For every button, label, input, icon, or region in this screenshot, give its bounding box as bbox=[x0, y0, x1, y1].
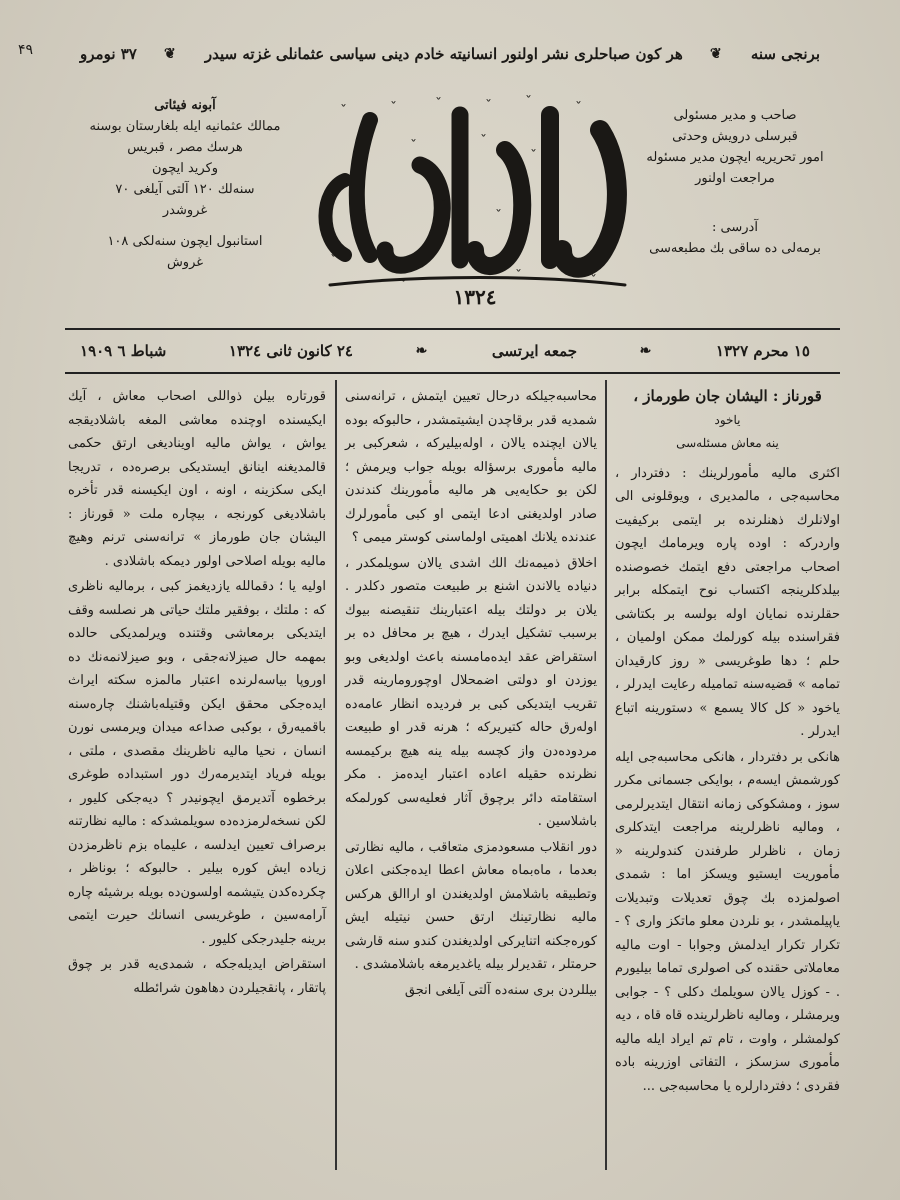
year-label: برنجی سنه bbox=[750, 45, 820, 63]
column-rule bbox=[605, 380, 607, 1170]
publisher-line: امور تحریریه ایچون مدیر مسئوله bbox=[646, 150, 824, 165]
gregorian-date: شباط ٦ ١٩٠٩ bbox=[80, 342, 167, 360]
tagline: هر کون صباحلری نشر اولنور انسانیته خادم دینی سیاسی عثمانلی غزته سیدر bbox=[204, 45, 683, 63]
svg-text:ˇ: ˇ bbox=[330, 253, 337, 269]
svg-text:ˇ: ˇ bbox=[495, 208, 502, 224]
subscription-info bbox=[65, 95, 305, 273]
ornament-icon: ❦ bbox=[709, 46, 724, 62]
publisher-info bbox=[640, 105, 830, 259]
publisher-line: صاحب و مدیر مسئولی bbox=[673, 108, 797, 123]
svg-text:ˇ: ˇ bbox=[525, 94, 532, 110]
svg-text:ˇ: ˇ bbox=[575, 100, 582, 116]
svg-text:ˇ: ˇ bbox=[515, 268, 522, 284]
page-number: ۴٩ bbox=[18, 42, 34, 58]
article-column-middle bbox=[345, 385, 597, 1004]
subscription-line: غروش bbox=[166, 255, 204, 270]
paragraph: اولیه یا ؛ دقمالله یازدیغمز کبی ، برمالیه ناظری که : ملتك ، بوفقیر ملتك حیاتی هر نصلسه وقف ایتدیکی برمعاشی وقتنده ویرلمدیکی حالده بمهمه حال صیزلانه‌جقی ، وبو صیزلانمه‌نك ده اوروپا بیاسه‌لرنده اعتبار مالمزه سکته ایراث ایده‌جکی محقق ایکن وقتیله‌باشنك چاره‌سنه باقمیه‌رق ، بوکبی صداعه میدان ویرمسی نورن انسان ، نحیا مالیه ناظرینك مقصدی ، ملتی ، بویله فریاد ایتدیرمه‌رك دور استبداده طوغری برخطوه آتدیرمق ایچونیدر ؟ دیه‌جکی کلیور ، لکن نسخه‌لرمزده‌ده سویلمشدکه : مالیه نظارتنه برصراف تعیین ایدلسه ، علیماه بزم ناظرمزدن زیاده ایش کوره بیلیر . حالبوکه ؛ بوناظر ، چکرده‌کدن یتیشمه اولسون‌ده بویله برشیئه چاره آرامه‌سین ، طوغریسی انسانك حیرت ایتمی برینه جلیدرجکی کلیور . bbox=[68, 579, 326, 947]
paragraph: دور انقلاب مسعودمزی متعاقب ، مالیه نظارتی بعدما ، ماه‌بماه معاش اعطا ایده‌جکنی اعلان وتطبیقه باشلامش اولدیغندن او اراالق هرکس مالیه نظارتینك ارتق حسن نیتیله ایش کوره‌جکنه اتنایرکی اولدیغندن کندو سنه قارشی حرمتلر ، تقدیرلر بیله یاغدیرمغه باشلامشدی . bbox=[345, 839, 597, 972]
subscription-title: آبونه فیئاتی bbox=[154, 98, 216, 113]
masthead-year: ١٣٢٤ bbox=[453, 285, 497, 309]
svg-text:ˇ: ˇ bbox=[410, 138, 417, 154]
top-line bbox=[80, 40, 820, 68]
weekday: جمعه ایرتسی bbox=[491, 342, 578, 360]
svg-text:ˇ: ˇ bbox=[485, 98, 492, 114]
article-subheading: ینه معاش مسئله‌سی bbox=[676, 436, 779, 450]
svg-text:ˇ: ˇ bbox=[340, 103, 347, 119]
paragraph: بیللردن بری سنه‌ده آلتی آیلغی انجق bbox=[404, 982, 597, 998]
article-heading: قورناز : الیشان جان طورماز ، bbox=[633, 387, 822, 405]
svg-text:ˇ: ˇ bbox=[440, 198, 447, 214]
svg-text:ˇ: ˇ bbox=[480, 133, 487, 149]
paragraph: استقراض ایدیله‌جکه ، شمدی‌یه قدر بر چوق پاتقار ، پانقجیلردن دهاهون شرائطله bbox=[68, 957, 326, 996]
divider bbox=[65, 372, 840, 374]
subscription-line: سنه‌لك ١٢٠ آلتی آیلغی ٧٠ bbox=[115, 182, 255, 197]
svg-text:ˇ: ˇ bbox=[360, 208, 367, 224]
svg-text:ˇ: ˇ bbox=[590, 273, 597, 289]
svg-text:ˇ: ˇ bbox=[530, 148, 537, 164]
publisher-line: مراجعت اولنور bbox=[695, 171, 775, 186]
address: برمه‌لی ده ساقی بك مطبعه‌سی bbox=[649, 241, 821, 256]
paragraph: قورتاره بیلن ذواللی اصحاب معاش ، آیك ایکیسنده اوچنده معاشی المغه باشلادیقجه یواش ، یواش مالیه اوینادیغی ارتق حکمی قالمدیغنه اینانق ایستدیکی برصره‌ده ، تدریجا ایکی سکزینه ، اونه ، اون ایکیسنه قدر تأخره باشلادیغی کورنجه ، بیچاره ملت « قورناز : الیشان جان طورماز » ترانه‌سنی ترنم وهیچ مالیه بویله اصلاحی اولور دیمکه باشلادی . bbox=[68, 389, 326, 569]
svg-text:ˇ: ˇ bbox=[435, 96, 442, 112]
column-rule bbox=[335, 380, 337, 1170]
subscription-line: استانبول ایچون سنه‌لکی ١٠٨ bbox=[107, 234, 263, 249]
publisher-line: قبرسلی درویش وحدتی bbox=[672, 129, 798, 144]
article-subheading: یاخود bbox=[714, 412, 741, 427]
rumi-date: ٢٤ كانون ثانی ١٣٢٤ bbox=[228, 342, 353, 360]
masthead-logo bbox=[300, 90, 640, 310]
ornament-icon: ❦ bbox=[164, 46, 178, 62]
paragraph: هانکی بر دفتردار ، هانکی محاسبه‌جی ایله کورشمش ایسه‌م ، بوایکی جسمانی مکرر سوز ، ومشکوکی زمانه انتقال ایتدیرلرمی ، ومالیه ناظرلرینه مراجعت ایتدکلری زمان ، ناظرلر طرفندن کندولرینه « مأموریت ایستیو ویسکز اما : شمدی اصولمزده بك چوق تعدیلات وتبدیلات یاپیلمشدر ، بو نلردن معلو ماتکز واری ؟ - تکرار تکرار ایدلمش وجوابا - اوت مالیه معاملاتی حقنده کی اصولری تماما بیلیورم . - کوزل یالان سویلمك دکلی ؟ - جوابی ویرمشلر ، ومالیه ناظرلرینده قاه قاه ، دیه کولمشلر ، واوت ، تام تم ایراد ایله مالیه مأموری سزسکز ، التفاتی اوزرینه باده فقردی ؛ دفتردارلره یا محاسبه‌جی ... bbox=[615, 749, 840, 1094]
article-column-left bbox=[68, 385, 326, 1002]
subscription-line: هرسك مصر ، قبریس bbox=[127, 140, 243, 155]
divider bbox=[65, 328, 840, 330]
subscription-line: غروشدر bbox=[162, 203, 208, 218]
paragraph: اکثری مالیه مأمورلرینك : دفتردار ، محاسبه‌جی ، مالمدیری ، ویوقلونی الی اولانلرك ذهنلرنده بر ایتمی برکیفیت واردرکه : اوده پاره ویرمامك ایچون اصحاب مراجعتی دفع ایتمك خصوصنده بیلدکلرینجه اکتساب نوح ایتمکله برابر حقلرنده نمایان اوله بولسه بر بکتاشی فقراسنده بیله کورلمك ممکن اولمیان ، حلم ؛ دها طوغریسی « روز کارقیدان تمامه » قضیه‌سنه تمامیله رعایت ایدرلر ، یاخود « کل کالا یسمع » دستورینه اتباع ایدرلر . bbox=[615, 465, 840, 739]
article-column-right bbox=[615, 385, 840, 1100]
subscription-line: ممالك عثمانیه ایله بلغارستان بوسنه bbox=[89, 119, 281, 134]
paragraph: محاسبه‌جیلکه درحال تعیین ایتمش ، ترانه‌سنی شمدیه قدر برقاچدن ایشیتمشدر ، حالبوکه بوده یالان ایچنده یالان ، اوله‌بیلیرکه ، شعرکبی بر مالیه مأموری برسؤاله بویله جواب ویرمش ؛ لکن بو حکایه‌یی هر مالیه مأمورینك کندندن صادر اولدیغنی ادعا ایتمی او کبی مأمورلرك عندنده یلانك اهمیتی اولماسنی کوستر میمی ؟ bbox=[345, 389, 597, 545]
dateline bbox=[80, 338, 810, 364]
svg-text:ˇ: ˇ bbox=[390, 100, 397, 116]
ornament-icon: ❧ bbox=[639, 343, 654, 359]
address-label: آدرسی : bbox=[712, 220, 758, 235]
paragraph: اخلاق ذمیمه‌نك الك اشدی یالان سویلمکدر ، دنیاده یالاندن اشنع بر طبیعت متصور دکلدر . یلان بر دولتك بیله اعتبارینك تنقیصنه بیوك برسبب تشکیل ایدرك ، هیچ بر محافل ده بر استقراض عقد ایده‌مامسنه باعث اولدیغی وبو یوزدن او دولتی اضمحلال اوچورومارینه قدر تقریب ایتدیکی کبی بر فردیده انظار عامه‌ده اوله‌رق حاله کتیریرکه ؛ هرنه قدر او طبیعت مردوده‌دن واز کچسه بیله ینه هیچ برکیمسه نظرنده حقیله اعاده اعتبار ایده‌مز . مکر استقامته دائر برچوق آثار فعلیه‌سی کورلمکه باشلاسین . bbox=[345, 555, 597, 829]
ornament-icon: ❧ bbox=[415, 343, 430, 359]
issue-number: ٣٧ نومرو bbox=[80, 45, 137, 63]
hijri-date: ١٥ محرم ١٣٢٧ bbox=[715, 342, 810, 360]
subscription-line: وكرید ایچون bbox=[151, 161, 219, 176]
svg-text:ˇ: ˇ bbox=[400, 278, 407, 294]
